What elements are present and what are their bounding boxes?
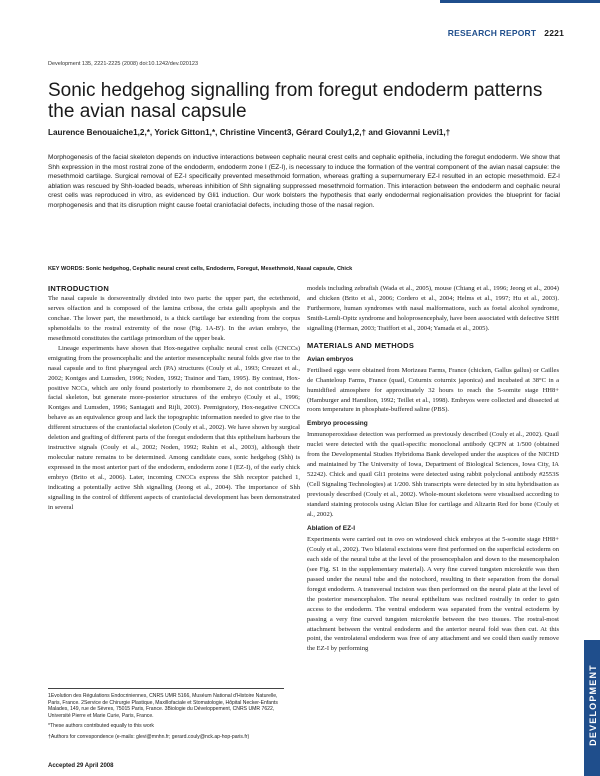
abstract: Morphogenesis of the facial skeleton depends on inductive interactions between cephalic neural crest cells and cephalic epithelia, including the foregut endoderm. We show that Shh expression in the most rostral zone of the endoderm, endoderm zone I (EZ-I), is necessary to induce the formation of the ventral component of the avian nasal capsule: the mesethmoid cartilage. Surgical removal of EZ-I specifically prevented mesethmoid formation, whereas grafting a supernumerary EZ-I resulted in an ectopic mesethmoid. EZ-I ablation was rescued by Shh-loaded beads, whereas inhibition of Shh signalling suppressed mesethmoid formation. This interaction between the endoderm and cephalic neural crest cells was reproduced in vitro, as evidenced by Gli1 induction. Our work bolsters the hypothesis that early endodermal regionalisation provides the blueprint for facial morphogenesis and that its disruption might cause foetal craniofacial defects, including those of the nasal region. (48, 154, 560, 209)
intro-paragraph-2: Lineage experiments have shown that Hox-negative cephalic neural crest cells (CNCCs) emigrating from the prosencephalic and the anterior mesencephalic neural folds give rise to the nasal capsule and to first pharyngeal arch (PA) structures (Couly et al., 1993; Creuzet et al., 2002; Kontges and Lumsden, 1996; Noden, 1992; Trainor and Tam, 1995). By contrast, Hox-positive NCCs, which are only found posteriorly to rhombomere 2, do not contribute to the facial skeleton, but generate more-posterior structures of the embryo (Couly et al., 1996; Kontges and Lumsden, 1996; Santagati and Rijli, 2003). Premigratory, Hox-negative CNCCs behave as an equivalence group and lack the topographic information needed to give rise to the different structures of the craniofacial skeleton (Couly et al., 2002). We have shown by surgical deletion and grafting of different parts of the foregut endoderm that this epithelium harbours the instructive signals (Couly et al., 2002; Noden, 1992; Ruhin et al., 2003), although their molecular nature remains to be determined. Among candidate cues, sonic hedgehog (Shh) is expressed in the most anterior part of the endoderm, endoderm zone I (EZ-I), of the early chick embryo (Brito et al., 2006). Later, incoming CNCCs express the Shh receptor patched 1, indicating a potentially active Shh signalling (Jeong et al., 2004). The importance of Shh signalling in the control of different aspects of craniofacial development has been demonstrated in several (48, 344, 300, 511)
left-column (48, 284, 300, 513)
running-header (448, 28, 564, 38)
intro-paragraph-1: The nasal capsule is dorsoventrally divided into two parts: the upper part, the ectethmoid, serves olfaction and is composed of the lamina cribosa, the crista galli apophysis and the conchae. The lower part, the mesethmoid, is a thick cartilage bar extending from the corpus sphenoidalis to the rostral extremity of the nose (Fig. 1A-B'). In the avian embryo, the mesethmoid constitutes the cartilage primordium of the upper beak. (48, 294, 300, 342)
section-label: RESEARCH REPORT (447, 28, 537, 38)
article-title: Sonic hedgehog signalling from foregut endoderm patterns the avian nasal capsule (48, 80, 543, 122)
subsection-ablation: Ablation of EZ-I (307, 524, 356, 532)
footnotes (48, 688, 284, 745)
side-tab (584, 0, 600, 776)
accepted-date: Accepted 29 April 2008 (48, 763, 114, 769)
intro-continuation: models including zebrafish (Wada et al., 2005), mouse (Chiang et al., 1996; Jeong et al., 2004) and chicken (Brito et al., 2006; Cordero et al., 2004; Helms et al., 1997; Hu et al., 2003). Furthermore, human syndromes with nasal malformations, such as foetal alcohol syndrome, Smith-Lemli-Opitz syndrome and holoprosencephaly, have been associated with defective SHH signalling (Herman, 2003; Traiffort et al., 2004; Yamada et al., 2005). (307, 285, 559, 332)
avian-embryos-text: Fertilised eggs were obtained from Morizeau Farms, France (chicken, Gallus gallus) or Cailles de Chanteloup Farms, France (quail, Coturnix coturnix japonica) and incubated at 38°C in a humidified atmosphere for approximately 32 hours to reach the 5-somite stage HH8+ (Hamburger and Hamilton, 1992; Teillet et al., 1998). Embryos were collected and dissected at room temperature in phosphate-buffered saline (PBS). (307, 366, 559, 414)
introduction-heading: INTRODUCTION (48, 284, 110, 293)
author-list: Laurence Benouaiche1,2,*, Yorick Gitton1,*, Christine Vincent3, Gérard Couly1,2,† and Giovanni Levi1,† (48, 128, 451, 137)
equal-contribution-note: *These authors contributed equally to this work (48, 723, 154, 730)
right-column (307, 284, 559, 654)
subsection-embryo-processing: Embryo processing (307, 420, 368, 428)
header-rule (440, 0, 600, 3)
correspondence-note: †Authors for correspondence (e-mails: glevi@mnhn.fr; gerard.couly@nck.ap-hop-paris.fr) (48, 733, 250, 740)
subsection-avian-embryos: Avian embryos (307, 355, 354, 363)
keywords: KEY WORDS: Sonic hedgehog, Cephalic neural crest cells, Endoderm, Foregut, Mesethmoid, Nasal capsule, Chick (48, 266, 353, 272)
embryo-processing-text: Immunoperoxidase detection was performed as previously described (Couly et al., 2002). Quail nuclei were detected with the quail-specific monoclonal antibody QCPN at 1/500 (obtained from the Developmental Studies Hybridoma Bank developed under the auspices of the NICHD and maintained by The University of Iowa, Department of Biological Sciences, Iowa City, IA 52242). Chick and quail Gli1 proteins were detected using rabbit polyclonal antibody #2553S (Cell Signaling Technologies) at 1/200. Shh transcripts were detected by in situ hybridisation as previously described (Couly et al., 2002). Whole-mount skeletons were visualised according to standard staining protocols using Alcian Blue for cartilage and Alizarin Red for bone (Couly et al., 2002). (307, 431, 559, 519)
page-number: 2221 (544, 28, 564, 38)
journal-citation: Development 135, 2221-2225 (2008) doi:10.1242/dev.020123 (48, 61, 199, 67)
methods-heading: MATERIALS AND METHODS (307, 340, 415, 350)
affiliations: 1Evolution des Régulations Endocriniennes, CNRS UMR 5166, Muséum National d'Histoire Naturelle, Paris, France. 2Service de Chirurgie Plastique, Maxillofaciale et Stomatologie, Hôpital Necker-Enfants Malades, 149, rue de Sèvres, 75015 Paris, France. 3Biologie du Développement, CNRS UMR 7622, Université Pierre et Marie Curie, Paris, France. (48, 693, 278, 719)
ablation-text: Experiments were carried out in ovo on windowed chick embryos at the 5-somite stage HH8+ (Couly et al., 2002). Two bilateral excisions were first performed on the superficial ectoderm on each side of the neural tube at the level of the prosencephalon and down to the mesencephalon (see Fig. S1 in the supplementary material). A very fine curved tungsten microknife was then passed under the neural tube and the notochord, resulting in their separation from the dorsal foregut endoderm. A transversal incision was then performed on the neural plate at the level of the posterior mesencephalon. The neural epithelium was reclined rostrally in order to gain access to the endoderm. The ventral endoderm was separated from the ventral ectoderm by passing a very fine curved tungsten microknife between the two tissues. The rostral-most attachment between the ventral endoderm and the anterior neural fold was then cut. At this point, the ventrolateral endoderm was free of any attachment and we could then easily remove the EZ-I by performing (307, 535, 559, 653)
journal-side-label: DEVELOPMENT (588, 664, 598, 746)
